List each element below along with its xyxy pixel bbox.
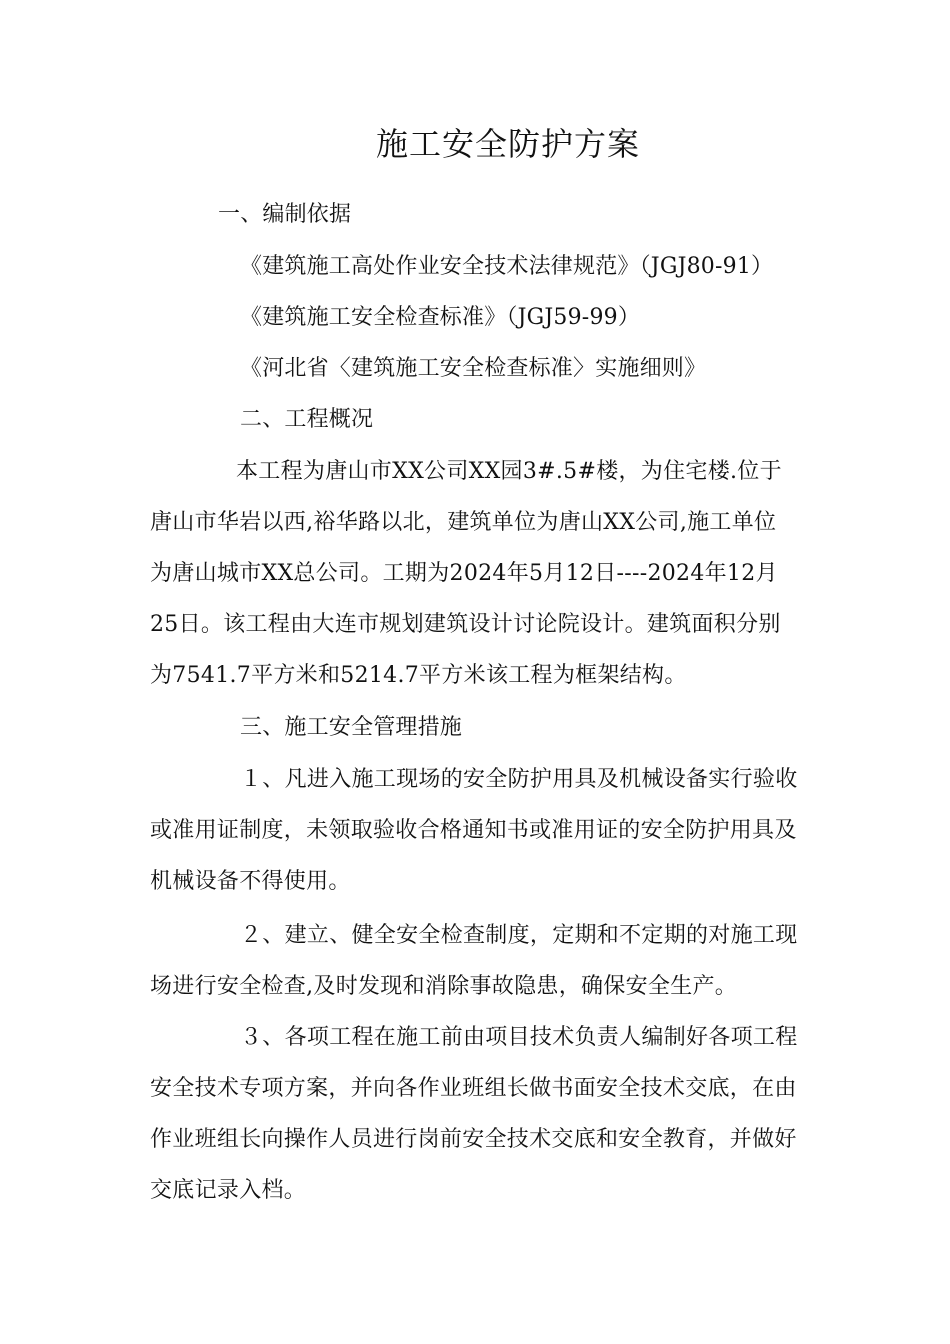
document-title: 施工安全防护方案 [375, 125, 640, 163]
reference-item: 《河北省〈建筑施工安全检查标准〉实施细则》 [240, 356, 707, 381]
section-heading-overview: 二、工程概况 [240, 407, 374, 432]
paragraph-line: 交底记录入档。 [150, 1178, 307, 1203]
section-heading-measures: 三、施工安全管理措施 [240, 715, 463, 740]
overview-paragraph [150, 446, 810, 701]
paragraph-line: 为唐山城市XX总公司。工期为2024年5月12日----2024年12月 [150, 561, 778, 586]
reference-item: 《建筑施工高处作业安全技术法律规范》（JGJ80-91） [240, 254, 774, 279]
paragraph-line: 机械设备不得使用。 [150, 869, 351, 894]
paragraph-line: 本工程为唐山市XX公司XX园3#.5#楼，为住宅楼.位于 [236, 459, 782, 484]
paragraph-line: 唐山市华岩以西,裕华路以北，建筑单位为唐山XX公司,施工单位 [150, 510, 777, 535]
reference-item: 《建筑施工安全检查标准》（JGJ59-99） [240, 305, 641, 330]
paragraph-line: 或准用证制度，未领取验收合格通知书或准用证的安全防护用具及 [150, 818, 797, 843]
section-heading-basis: 一、编制依据 [218, 202, 352, 227]
measure-item-1 [150, 754, 810, 907]
paragraph-line: 为7541.7平方米和5214.7平方米该工程为框架结构。 [150, 663, 687, 688]
paragraph-line: 场进行安全检查,及时发现和消除事故隐患，确保安全生产。 [150, 974, 738, 999]
paragraph-line: １、凡进入施工现场的安全防护用具及机械设备实行验收 [240, 767, 798, 792]
measure-item-3 [150, 1012, 810, 1216]
paragraph-line: 安全技术专项方案，并向各作业班组长做书面安全技术交底，在由 [150, 1076, 797, 1101]
paragraph-line: ３、各项工程在施工前由项目技术负责人编制好各项工程 [240, 1025, 798, 1050]
paragraph-line: 作业班组长向操作人员进行岗前安全技术交底和安全教育，并做好 [150, 1127, 797, 1152]
paragraph-line: ２、建立、健全安全检查制度，定期和不定期的对施工现 [240, 923, 798, 948]
measure-item-2 [150, 910, 810, 1012]
paragraph-line: 25日。该工程由大连市规划建筑设计讨论院设计。建筑面积分别 [150, 612, 781, 637]
